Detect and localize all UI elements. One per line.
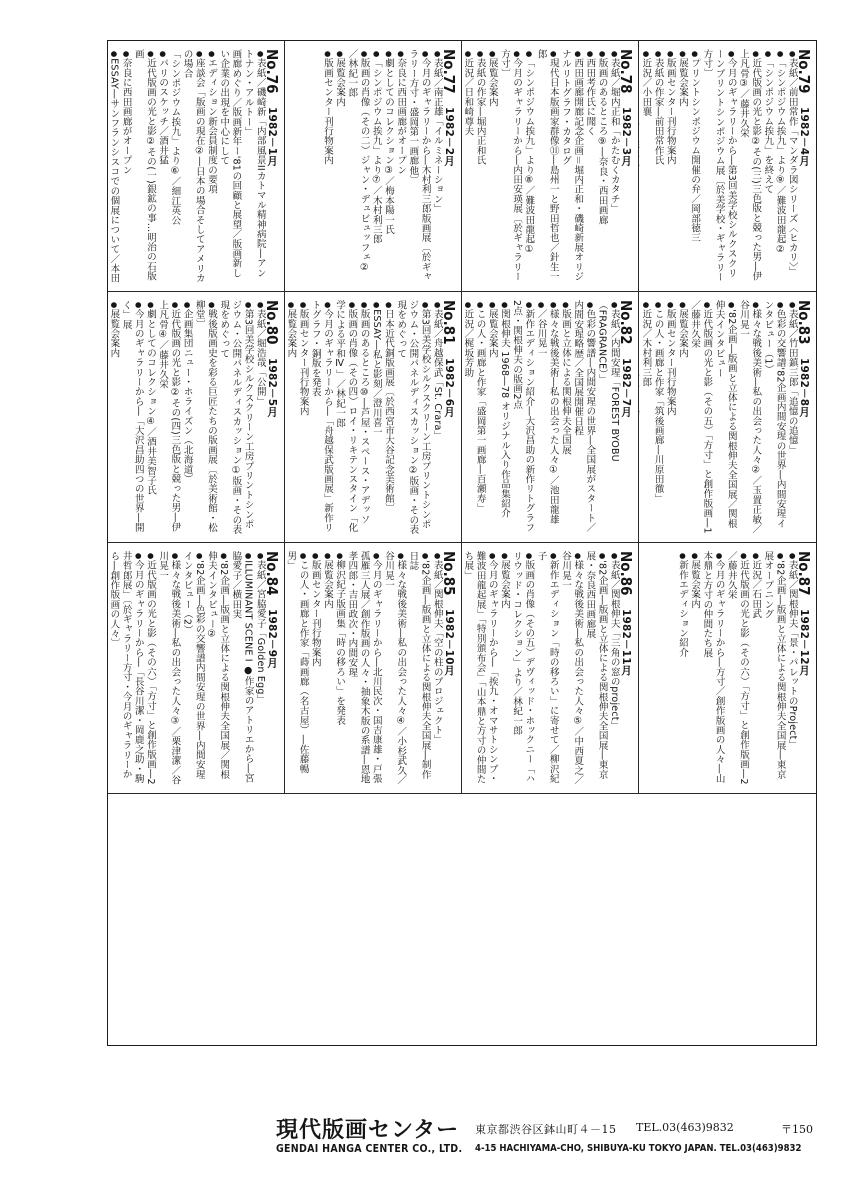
issue-number: No.81: [440, 300, 458, 345]
issue-header: [263, 300, 281, 536]
contents-entry: ● 関根伸夫 1968―78 オリジナル入り作品集紹介: [498, 300, 510, 536]
issue-index-grid: [107, 40, 817, 1046]
contents-entry: ● 展覧会案内: [333, 49, 345, 285]
address-jp: 東京都渋谷区鉢山町４－15: [475, 1123, 617, 1136]
issue-cell: [639, 543, 816, 794]
contents-entry: ● 「シンポジウム挨九」を終えて: [761, 49, 773, 285]
issue-cell: [639, 292, 816, 543]
contents-entry: ● 展覧会案内: [321, 551, 333, 787]
contents-entry: ● 展覧会案内: [285, 300, 296, 536]
contents-entry: ● ILLUMINANT SCENE I ●作家のアトリエから―宮脇愛子／横田実: [229, 551, 253, 787]
contents-entry: ● 表紙／内間安瑆「FOREST BYOBU（FRAGRANCE）」: [595, 300, 619, 536]
contents-entry: ● 版画の肖像（その四）ロイ・リキテンスタイン「化学による平和Ⅳ」／林紀一郎: [333, 300, 357, 536]
telephone: TEL.03(463)9832: [636, 1121, 734, 1134]
postal-code: 〒150: [781, 1123, 813, 1136]
issue-number: No.85: [440, 551, 458, 596]
contents-entry: ● 表紙／宮脇愛子「Golden Egg」: [254, 551, 266, 787]
contents-entry: ● 様々な戦後美術―私の出会った人々④／小杉武久／谷川晃一: [382, 551, 406, 787]
issue-number: No.78: [617, 49, 635, 94]
contents-entry: ● 近代版画の光と影（その六）「方寸」と創作版画―2: [144, 551, 156, 787]
contents-entry: ● この人・画廊と作家「筑後画廊―川原田徹」: [651, 300, 663, 536]
contents-entry: ● 今月のギャラリーから―「挨九・オマサトシンブ・難波田龍起展」「特別頒布会」「山本鼎と方寸の仲間たち展」: [462, 551, 498, 787]
contents-entry: ● 新作エディション「時の移ろい」に寄せて／柳沢紀子: [534, 551, 558, 787]
issue-contents: [108, 49, 281, 285]
contents-entry: ● 版画センター刊行物案内: [664, 300, 676, 536]
contents-entry: ● 近況／木村利三郎: [639, 300, 651, 536]
contents-entry: ● 座談会「版画の現在②―日本の場合そしてアメリカの場合: [180, 49, 204, 285]
issue-contents: [108, 300, 281, 536]
issue-cell: [285, 292, 462, 543]
contents-entry: ● 版画センター刊行物案内: [296, 300, 308, 536]
contents-entry: ● 「シンポジウム挨九」より⑧／難波田龍起①: [522, 49, 534, 285]
issue-header: [440, 551, 458, 787]
issue-contents: [462, 49, 635, 285]
contents-entry: ● パリのスケッチ／酒井猛: [156, 49, 168, 285]
contents-entry: ● 現代日本版画家群像⑪―島州一と野田哲也／針生一郎: [534, 49, 558, 285]
contents-entry: ● 表紙／舟越保武「St. Crara」: [431, 300, 443, 536]
issue-contents: [108, 551, 281, 787]
contents-entry: ● 今月のギャラリーから―木村利三郎版画展〔於ギャラリー方寸・盛岡第一画廊他〕: [406, 49, 430, 285]
issue-date: 1982－4月: [798, 107, 810, 167]
issue-contents: [285, 300, 458, 536]
contents-entry: ● 今月のギャラリーから―「大沢昌助四つの世界―開く」展: [119, 300, 143, 536]
issue-date: 1982－12月: [798, 609, 810, 676]
contents-entry: ● ESSAY―私と影刻／澄川喜一: [370, 300, 382, 536]
issue-header: [263, 49, 281, 285]
issue-header: [617, 300, 635, 536]
contents-entry: ● 今月のギャラリーから―「舟越保武版画展」新作リトグラフ・銅版を発表: [309, 300, 333, 536]
contents-entry: ● 版画センター刊行物案内: [309, 551, 321, 787]
contents-entry: ● 版画センター刊行物案内: [321, 49, 333, 285]
contents-entry: ● 劇としてのコレクション③／梅本陽一氏: [382, 49, 394, 285]
contents-entry: ● この人・画廊と作家「盛岡第一画廊―百瀬寿」: [473, 300, 485, 536]
contents-entry: ● 展覧会案内: [486, 49, 498, 285]
contents-entry: ● 表紙／前田常作「マンダラ図シリーズ〈ヒカリ〉」: [786, 49, 798, 285]
issue-date: 1982－1月: [266, 107, 278, 167]
issue-number: No.82: [617, 300, 635, 345]
contents-entry: ● エディション新会員制度の要項: [205, 49, 217, 285]
issue-date: 1982－6月: [443, 358, 455, 418]
issue-cell: [462, 543, 639, 794]
contents-entry: ● 柳沢紀子版画集「時の移ろい」を発表: [333, 551, 345, 787]
contents-entry: ● 版画のあるところ⑩―芦屋・スペース・アデッソ: [357, 300, 369, 536]
contents-entry: ● 第3回美学校シルクスクリーン工房プリントシンポジウム・公開パネルディスカッション②版画・その表現をめぐって: [394, 300, 431, 536]
issue-contents: [645, 551, 813, 787]
contents-entry: ● 展覧会案内: [108, 300, 119, 536]
contents-entry: ● 今月のギャラリーから―第3回美学校シルクスクリーンプリントシンポジウム展〔於美学校・ギャラリー方寸〕: [700, 49, 737, 285]
contents-entry: ● 展覧会案内: [688, 551, 700, 787]
issue-number: No.83: [795, 300, 813, 345]
issue-number: No.80: [263, 300, 281, 345]
contents-entry: ● 近代版画の光と影②その(三)三色版と競った男―伊上凡骨③／藤井久栄: [737, 49, 761, 285]
contents-entry: 画廊めぐり／版画新年ー'81の回顧と展望／版画新しい企業の出現を中心にして: [218, 49, 242, 278]
contents-entry: ● 版画と立体による関根伸夫全国展: [559, 300, 571, 536]
contents-entry: ● 色彩の交響譜'82企画内間安瑆の世界―内間安瑆インタビュー（1）: [761, 300, 785, 536]
contents-entry: ● '82企画―版画と立体による関根伸夫全国展―東京展・奈良西田画廊展: [583, 551, 607, 787]
issue-date: 1982－7月: [620, 358, 632, 418]
contents-entry: ● ESSAY―サンフランシスコでの個展について／本田: [108, 49, 119, 285]
issue-cell: [285, 543, 462, 794]
issue-header: [617, 49, 635, 285]
issue-date: 1982－3月: [620, 107, 632, 167]
publisher-footer: [246, 1113, 826, 1163]
issue-header: [795, 49, 813, 285]
issue-header: [795, 551, 813, 787]
contents-entry: ● 劇としてのコレクション④／酒井美智子氏: [144, 300, 156, 536]
issue-contents: [640, 300, 813, 536]
contents-entry: ● 近況／小田襄: [639, 49, 651, 285]
contents-entry: ● 奈良に西田画廊がオープン: [394, 49, 406, 285]
contents-entry: ／林紀一郎: [346, 49, 358, 98]
contents-entry: ● 西田考作氏に聞く: [583, 49, 595, 285]
contents-entry: ● '82企画―版画と立体による関根伸夫全国展／関根伸夫インタビュー: [712, 300, 736, 536]
contents-entry: ● 色彩の響譜―内間安瑆の世界―全国展がスタート／内間安瑆略歴／全国展開催日程: [571, 300, 595, 536]
issue-header: [440, 49, 458, 285]
contents-entry: ● 表紙／関根伸夫「景・パレットのProject」: [786, 551, 798, 787]
contents-entry: ● この人・画廊と作家「蒔画廊（名古屋）―佐藤暢男」: [285, 551, 309, 787]
contents-entry: ● 表紙／関根伸夫「空の柱のプロジェクト」: [431, 551, 443, 787]
issue-cell: [108, 41, 285, 292]
contents-entry: ● 近代版画の光と影（その六）「方寸」と創作版画―2／藤井久栄: [725, 551, 749, 787]
contents-entry: ● 様々な戦後美術―私の出会った人々①／池田龍雄: [547, 300, 559, 536]
publisher-name-jp: 現代版画センター: [276, 1117, 460, 1143]
contents-entry: ● 近況／梶坂芳助: [462, 300, 473, 536]
issue-contents: [462, 551, 635, 787]
contents-entry: ● 日本近代銅版画展〔於西宮市大谷記念美術館〕: [382, 300, 394, 536]
issue-date: 1982－10月: [443, 609, 455, 676]
issue-cell: [285, 41, 462, 292]
contents-entry: ● 近代版画の光と影（その五）「方寸」と創作版画―1／藤井久栄: [688, 300, 712, 536]
issue-contents: [291, 49, 458, 285]
issue-header: [795, 300, 813, 536]
contents-entry: ● '82企画―版画と立体による関根伸夫全国展―制作日誌: [406, 551, 430, 787]
contents-entry: ● 版画の肖像（その二）ジャン・デュビュッフェ②: [357, 49, 369, 285]
publisher-name-en: GENDAI HANGA CENTER CO., LTD.: [276, 1143, 463, 1155]
contents-entry: ● 表紙／磯崎新「内部風景IIカトマル精神病院―アントナン・アルトー」: [241, 49, 265, 285]
issue-number: No.76: [263, 49, 281, 94]
contents-entry: ● 展覧会案内: [498, 551, 510, 787]
contents-entry: ● 表紙の作家―堀内正和氏: [473, 49, 485, 285]
contents-entry: ● 「シンポジウム挨九」より⑨／難波田龍起②: [773, 49, 785, 285]
contents-entry: ● 版画のあるところ⑨―奈良・西田画廊: [595, 49, 607, 285]
contents-entry: ● 表紙／関根伸夫「三角の窓のproject」: [608, 551, 620, 787]
contents-entry: ● 表紙／竹田鎮三郎「追憶の追憶」: [786, 300, 798, 536]
issue-cell: [462, 292, 639, 543]
contents-entry: ● 「シンポジウム挨九」より⑦／木村利三郎: [370, 49, 382, 285]
issue-header: [617, 551, 635, 787]
contents-entry: ● 版画センター刊行物案内: [664, 49, 676, 285]
contents-entry: 「シンポジウム挨九」より⑥／細江英公: [169, 49, 181, 226]
issue-number: No.87: [795, 551, 813, 596]
issue-cell: [108, 543, 285, 794]
contents-entry: ● 今月のギャラリーから―方寸／創作版画の人々―山本鼎と方寸の仲間たち展: [700, 551, 724, 787]
contents-entry: ● 第3回美学校シルクスクリーン工房プリントシンポジウム・公開パネルディスカッション①版画・その表現をめぐって: [217, 300, 254, 536]
contents-entry: ● 表紙／南正雄「イルミネーション」: [431, 49, 443, 285]
contents-entry: ● 戦後版画史を彩る巨匠たちの版画展〔於美術館・松柳堂〕: [193, 300, 217, 536]
issue-number: No.77: [440, 49, 458, 94]
issue-contents: [462, 300, 635, 536]
contents-entry: ● 新作エディション紹介―大沢昌助の新作リトグラフ2点・関根伸夫の版画2点: [510, 300, 534, 536]
contents-entry: ● ／谷川晃一: [534, 300, 546, 536]
contents-entry: ● 展覧会案内: [676, 300, 688, 536]
issue-number: No.86: [617, 551, 635, 596]
contents-entry: ● '82企画―版画と立体による関根伸夫全国展／関根伸夫インタビュー②: [205, 551, 229, 787]
issue-header: [263, 551, 281, 787]
issue-cell: [462, 41, 639, 292]
contents-entry: ● 近況／石田武: [749, 551, 761, 787]
contents-entry: ● 表紙／堀内正和「かたむくカタチ」: [608, 49, 620, 285]
contents-entry: ● 版画の肖像（その五）デヴィッド・ホックニー「ハリウッド・コレクション」より／林紀一郎: [510, 551, 534, 787]
contents-entry: ● 様々な戦後美術―私の出会った人々②／玉置正敏／谷川晃一: [737, 300, 761, 536]
contents-entry: ● 展覧会案内: [676, 49, 688, 285]
contents-entry: ● 近況／日和崎尊夫: [462, 49, 473, 285]
issue-contents: [640, 49, 813, 285]
issue-number: No.79: [795, 49, 813, 94]
issue-cell: [639, 41, 816, 292]
contents-entry: ● 近代版画の光と影②その(四)三色版と競った男―伊上凡骨④／藤井久栄: [156, 300, 180, 536]
issue-date: 1982－9月: [266, 609, 278, 669]
contents-entry: ● 奈良に西田画廊がオープン: [119, 49, 131, 285]
issue-date: 1982－5月: [266, 358, 278, 418]
contents-entry: ● プリントシンポジウム開催の弁／岡部徳三: [688, 49, 700, 285]
contents-entry: ● '82企画―色彩の交響譜内間安瑆の世界―内間安瑆インタビュー（2）: [180, 551, 204, 787]
contents-entry: ● 今月のギャラリーから―内田安瑛展〔於ギャラリー方寸〕: [498, 49, 522, 285]
contents-entry: ● '82企画―版画と立体による関根伸夫全国展―東京展オープニング: [761, 551, 785, 787]
contents-entry: ● 様々な戦後美術―私の出会った人々⑤／中西夏之／谷川晃一: [559, 551, 583, 787]
contents-entry: ● 表紙／堀浩哉「公開」: [254, 300, 266, 536]
issue-number: No.84: [263, 551, 281, 596]
contents-entry: ● 近代版画の光と影②その(一)銀鉱の事…明治の石版画: [132, 49, 156, 285]
contents-entry: ● 新作エディション紹介: [676, 551, 688, 787]
contents-entry: ● 様々な戦後美術―私の出会った人々③／栗津潔／谷川晃一: [156, 551, 180, 787]
issue-date: 1982－2月: [443, 107, 455, 167]
contents-entry: ● 今月のギャラリーから―北川民次・国吉康雄・戸張孤雁三人展／創作版画の人々・抽象木版の系譜―恩地孝四郎・吉田政次・内間安瑆: [345, 551, 382, 787]
address-en: 4-15 HACHIYAMA-CHO, SHIBUYA-KU TOKYO JAPAN. TEL.03(463)9832: [475, 1143, 802, 1154]
contents-entry: ● 今月のギャラリーから―「長谷川潔・岡鹿之助・駒井哲郎展」〔於ギャラリー方寸・今月のギャラリーから―創作版画の人々〕: [108, 551, 144, 787]
issue-contents: [285, 551, 458, 787]
issue-date: 1982－11月: [620, 609, 632, 676]
contents-entry: ● 西田画廊開廊記念企画＝堀内正和・磯崎新展オリジナルリトグラフ・カタログ: [559, 49, 583, 285]
issue-cell: [108, 292, 285, 543]
issue-header: [440, 300, 458, 536]
contents-entry: ● 企画集団ニュー・ホライズン（北海道）: [180, 300, 192, 536]
issue-date: 1982－8月: [798, 358, 810, 418]
contents-entry: ● 表紙の作家―前田常作氏: [651, 49, 663, 285]
contents-entry: ● 展覧会案内: [486, 300, 498, 536]
